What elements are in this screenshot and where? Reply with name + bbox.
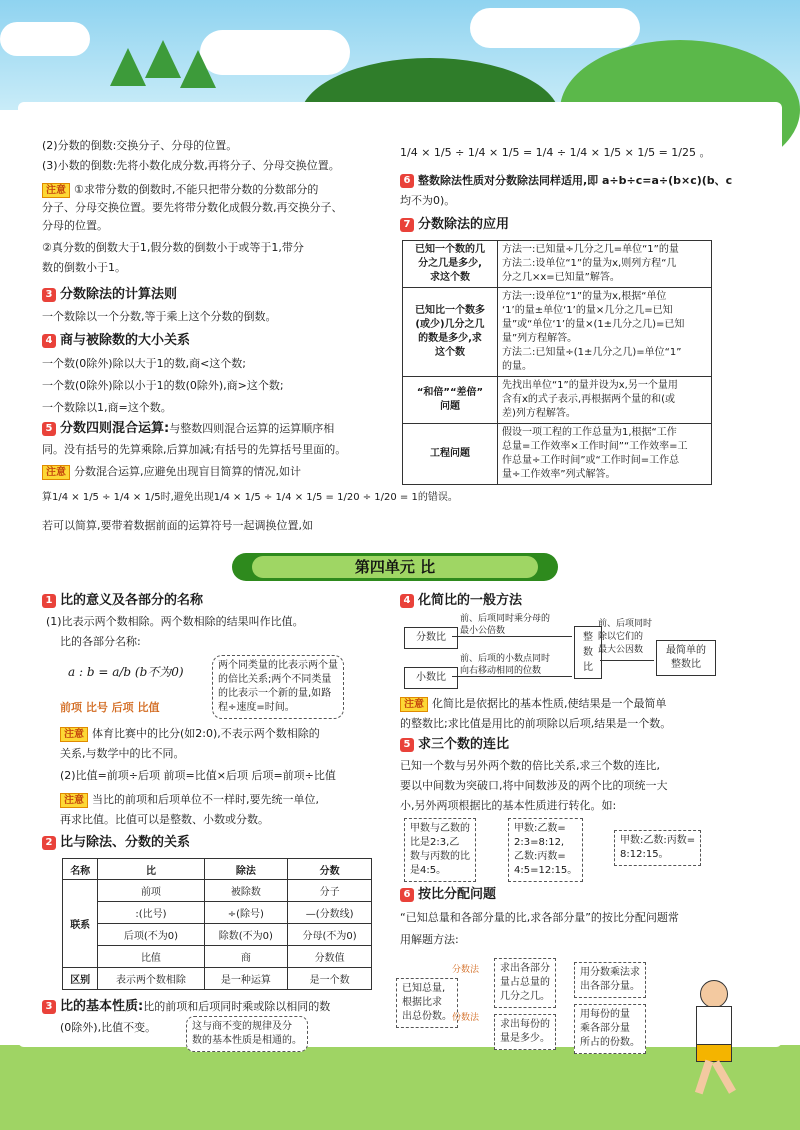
reciprocal-decimal: (3)小数的倒数:先将小数化成分数,再将分子、分母交换位置。 [42, 159, 340, 172]
box-line: 最简单的 [666, 645, 706, 656]
section-3-heading [42, 286, 177, 304]
u6-line2: 用解题方法: [400, 933, 459, 946]
note-reciprocal-1a [42, 182, 318, 198]
table-cell: 分数值 [288, 946, 372, 968]
box-line: 已知总量, [402, 983, 446, 994]
box-line: 乘各部分量 [580, 1023, 630, 1034]
section-number: 3 [42, 288, 56, 302]
section-title: 比与除法、分数的关系 [60, 835, 191, 850]
box-line: 量占总量的 [500, 977, 550, 988]
note-reciprocal-2b: 数的倒数小于1。 [42, 261, 126, 274]
section-title: 分数除法的应用 [418, 217, 510, 232]
cell-line: 方法二:设单位“1”的量为x,则列方程“几 [502, 258, 677, 269]
table-cell: 商 [204, 946, 288, 968]
u4-note-a [400, 696, 667, 712]
label-line: 分之几是多少, [418, 258, 482, 269]
callout-line: 程÷速度=时间。 [218, 702, 295, 713]
u4-heading [400, 592, 522, 610]
section-number: 6 [400, 888, 414, 902]
ratio-formula: a : b = a/b (b不为0) [68, 665, 184, 679]
table-cell: 分母(不为0) [288, 924, 372, 946]
box-line: 4:5=12:15。 [514, 865, 578, 876]
step-line: 除以它们的 [598, 632, 644, 642]
table-row-label [403, 424, 498, 485]
table-cell: 后项(不为0) [98, 924, 204, 946]
fraction-method-step1 [494, 958, 556, 1008]
arrow-icon [452, 676, 572, 677]
box-line: 几分之几。 [500, 991, 550, 1002]
section-7-heading [400, 216, 509, 234]
box-line: 8:12:15。 [620, 849, 669, 860]
step-line: 向右移动相同的位数 [460, 666, 542, 676]
table-header: 名称 [63, 859, 98, 880]
u6-heading [400, 886, 496, 904]
box-char: 比 [583, 662, 593, 673]
cell-line: 作总量÷工作时间”或“工作时间=工作总 [502, 455, 680, 466]
cell-line: 方法一:设单位“1”的量为x,根据“单位 [502, 291, 667, 302]
math-expression: 1/4 × 1/5 ÷ 1/4 × 1/5 = 1/20 ÷ 1/20 = 1 [213, 492, 418, 503]
section-4-heading [42, 332, 190, 350]
box-line: 根据比求 [402, 997, 442, 1008]
note-text: 的错误。 [417, 492, 458, 503]
label-line: 已知一个数的几 [415, 244, 485, 255]
cloud [0, 22, 90, 56]
u5-line3: 小,另外两项根据比的基本性质进行转化。如: [400, 799, 617, 812]
table-row-label: 联系 [63, 880, 98, 968]
step-line: 最小公倍数 [460, 626, 506, 636]
table-header: 除法 [204, 859, 288, 880]
note-badge: 注意 [400, 697, 428, 712]
section-title: 求三个数的连比 [418, 737, 510, 752]
table-row [403, 424, 712, 485]
continued-ratio-result [614, 830, 701, 866]
cell-line: 差)列方程解答。 [502, 408, 576, 419]
proportion-start-box [396, 978, 458, 1028]
note-badge: 注意 [60, 793, 88, 808]
label-line: 的数是多少,求 [418, 333, 482, 344]
cell-line: 总量=工作效率×工作时间”“工作效率=工 [502, 441, 688, 452]
section-5-note-c: 若可以简算,要带着数据前面的运算符号一起调换位置,如 [42, 519, 313, 532]
callout-line: 数的基本性质是相通的。 [192, 1035, 302, 1046]
section-4-line3: 一个数除以1,商=这个数。 [42, 401, 172, 414]
label-line: (或少)几分之几 [415, 319, 485, 330]
u6-line1: “已知总量和各部分量的比,求各部分量”的按比分配问题常 [400, 911, 679, 924]
section-title: 比的基本性质: [60, 999, 144, 1014]
box-line: 用分数乘法求 [580, 967, 640, 978]
cell-line: 先找出单位“1”的量并设为x,另一个量用 [502, 380, 678, 391]
u3-text-b: (0除外),比值不变。 [60, 1021, 157, 1034]
section-5-note-b [42, 490, 458, 506]
step-line: 前、后项同时 [598, 619, 653, 629]
table-row-label [403, 377, 498, 424]
u1-line3: (2)比值=前项÷后项 前项=比值×后项 后项=前项÷比值 [60, 769, 336, 782]
decimal-ratio-box: 小数比 [404, 667, 458, 689]
table-row-label [403, 241, 498, 288]
table-cell: ÷(除号) [204, 902, 288, 924]
tree-icon [180, 50, 216, 88]
step-line: 前、后项同时乘分母的 [460, 614, 551, 624]
table-cell [498, 241, 712, 288]
note-text: 算 [42, 492, 52, 503]
section-5-text-b: 同。没有括号的先算乘除,后算加减;有括号的先算括号里面的。 [42, 443, 347, 456]
section-number: 5 [400, 738, 414, 752]
box-line: 是4:5。 [410, 865, 447, 876]
u1-heading [42, 592, 203, 610]
u5-line2: 要以中间数为突破口,将中间数涉及的两个比的项统一大 [400, 779, 668, 792]
section-title: 分数除法的计算法则 [60, 287, 178, 302]
callout-line: 这与商不变的规律及分 [192, 1021, 292, 1032]
cell-line: 量÷工作效率”列式解答。 [502, 469, 616, 480]
section-title: 分数四则混合运算: [60, 421, 170, 436]
table-row-label: 区别 [63, 968, 98, 990]
note-badge: 注意 [42, 183, 70, 198]
callout-line: 的倍比关系;两个不同类量 [218, 674, 332, 685]
label-line: “和倍”“差倍” [416, 387, 484, 398]
u5-line1: 已知一个数与另外两个数的倍比关系,求三个数的连比, [400, 759, 660, 772]
table-row [403, 241, 712, 288]
table-header: 比 [98, 859, 204, 880]
note-badge: 注意 [60, 727, 88, 742]
fraction-method-step2 [574, 962, 646, 998]
label-line: 问题 [440, 401, 460, 412]
section-number: 5 [42, 422, 56, 436]
cell-line: 方法二:已知量÷(1±几分之几)=单位“1” [502, 347, 682, 358]
step-line: 前、后项的小数点同时 [460, 654, 551, 664]
box-line: 求出每份的 [500, 1019, 550, 1030]
note-text: ①求带分数的倒数时,不能只把带分数的分数部分的 [74, 183, 319, 196]
table-cell: 除数(不为0) [204, 924, 288, 946]
section-number: 7 [400, 218, 414, 232]
box-char: 整 [583, 632, 593, 643]
section-number: 2 [42, 836, 56, 850]
box-line: 甲数与乙数的 [410, 823, 470, 834]
math-expression: 1/4 × 1/5 ÷ 1/4 × 1/5 [52, 492, 161, 503]
unit-banner-title: 第四单元 比 [252, 556, 538, 578]
note-text: 体育比赛中的比分(如2:0),不表示两个数相除的 [92, 727, 320, 740]
box-line: 整数比 [671, 659, 701, 670]
note-reciprocal-1c: 分母的位置。 [42, 219, 108, 232]
note-text: 化简比是依据比的基本性质,使结果是一个最简单 [432, 697, 667, 710]
section-text: 整数除法性质对分数除法同样适用,即 a÷b÷c=a÷(b×c)(b、c [418, 174, 733, 187]
share-method-step1 [494, 1014, 556, 1050]
note-text: 当比的前项和后项单位不一样时,要先统一单位, [92, 793, 319, 806]
table-row [403, 377, 712, 424]
fraction-ratio-box: 分数比 [404, 627, 458, 649]
section-4-line2: 一个数(0除外)除以小于1的数(0除外),商>这个数; [42, 379, 284, 392]
callout-line: 两个同类量的比表示两个量 [218, 660, 338, 671]
cell-line: ‘1’的量±单位‘1’的量×几分之几=已知 [502, 305, 673, 316]
u3-heading [42, 998, 330, 1016]
table-cell: —(分数线) [288, 902, 372, 924]
section-title: 按比分配问题 [418, 887, 497, 902]
method-fraction-label: 分数法 [452, 965, 480, 975]
box-line: 求出各部分 [500, 963, 550, 974]
section-3-text: 一个数除以一个分数,等于乘上这个分数的倒数。 [42, 310, 277, 323]
box-line: 量是多少。 [500, 1033, 550, 1044]
tree-icon [145, 40, 181, 78]
cell-line: 量”列方程解答。 [502, 333, 578, 344]
cloud [200, 30, 350, 75]
continued-ratio-given [404, 818, 476, 882]
u1-line2: 比的各部分名称: [60, 635, 141, 648]
cloud [470, 8, 640, 48]
reciprocal-fraction: (2)分数的倒数:交换分子、分母的位置。 [42, 139, 238, 152]
table-header: 分数 [288, 859, 372, 880]
section-title: 商与被除数的大小关系 [60, 333, 191, 348]
table-row [403, 288, 712, 377]
section-title: 比的意义及各部分的名称 [60, 593, 204, 608]
table-cell: 被除数 [204, 880, 288, 902]
method-share-label: 份数法 [452, 1013, 480, 1023]
u1-note2-a [60, 792, 319, 808]
unit-banner [232, 553, 558, 581]
section-5-note-a [42, 464, 301, 480]
u1-line1: (1)比表示两个数相除。两个数相除的结果叫作比值。 [46, 615, 304, 628]
ratio-callout [212, 655, 344, 719]
table-cell: 是一种运算 [204, 968, 288, 990]
u2-heading [42, 834, 190, 852]
note-text: 时,避免出现 [160, 492, 214, 503]
u3-callout [186, 1016, 308, 1052]
fraction-step [460, 613, 550, 637]
table-cell: :(比号) [98, 902, 204, 924]
box-line: 所占的份数。 [580, 1037, 640, 1048]
section-4-line1: 一个数(0除外)除以大于1的数,商<这个数; [42, 357, 246, 370]
section-6-text-b: 均不为0)。 [400, 194, 456, 207]
arrow-icon [600, 660, 654, 661]
section-5-text-a: 与整数四则混合运算的运算顺序相 [169, 422, 335, 435]
share-method-step2 [574, 1004, 646, 1054]
runner-illustration [680, 980, 750, 1100]
u5-heading [400, 736, 509, 754]
u1-note1-b: 关系,与数学中的比不同。 [60, 747, 185, 760]
table-cell: 表示两个数相除 [98, 968, 204, 990]
section-number: 4 [42, 334, 56, 348]
section-number: 6 [400, 174, 414, 188]
cell-line: 假设一项工程的工作总量为1,根据“工作 [502, 427, 677, 438]
continued-ratio-step [508, 818, 583, 882]
cell-line: 的量。 [502, 361, 532, 372]
cell-line: 量”或“单位‘1’的量×(1±几分之几)=已知 [502, 319, 685, 330]
note-reciprocal-2a: ②真分数的倒数大于1,假分数的倒数小于或等于1,带分 [42, 241, 304, 254]
integer-step [598, 618, 652, 657]
label-line: 这个数 [435, 347, 465, 358]
u3-text-a: 比的前项和后项同时乘或除以相同的数 [143, 1000, 331, 1013]
arrow-icon [452, 636, 572, 637]
section-5-heading [42, 420, 334, 438]
table-cell: 是一个数 [288, 968, 372, 990]
box-char: 数 [583, 647, 593, 658]
simplify-example: 1/4 × 1/5 ÷ 1/4 × 1/5 = 1/4 ÷ 1/4 × 1/5 × 1/5 = 1/25 。 [400, 146, 711, 159]
u4-note-b: 的整数比;求比值是用比的前项除以后项,结果是一个数。 [400, 717, 672, 730]
box-line: 出总份数。 [402, 1011, 452, 1022]
table-cell [498, 377, 712, 424]
section-number: 4 [400, 594, 414, 608]
step-line: 最大公因数 [598, 645, 644, 655]
label-line: 求这个数 [430, 272, 470, 283]
table-cell: 比值 [98, 946, 204, 968]
section-6-heading [400, 172, 732, 190]
section-title: 化简比的一般方法 [418, 593, 523, 608]
cell-line: 含有x的式子表示,再根据两个量的和(或 [502, 394, 675, 405]
table-cell: 前项 [98, 880, 204, 902]
box-line: 比是2:3,乙 [410, 837, 460, 848]
cell-line: 方法一:已知量÷几分之几=单位“1”的量 [502, 244, 679, 255]
cell-line: 分之几×x=已知量”解答。 [502, 272, 620, 283]
table-row-label [403, 288, 498, 377]
u1-note2-b: 再求比值。比值可以是整数、小数或分数。 [60, 813, 269, 826]
box-line: 出各部分量。 [580, 981, 640, 992]
note-reciprocal-1b: 分子、分母交换位置。要先将带分数化成假分数,再交换分子、 [42, 201, 343, 214]
label-line: 已知比一个数多 [415, 305, 485, 316]
box-line: 乙数:丙数= [514, 851, 566, 862]
ratio-relation-table [62, 858, 372, 990]
section-number: 3 [42, 1000, 56, 1014]
table-cell: 分子 [288, 880, 372, 902]
section-number: 1 [42, 594, 56, 608]
table-cell [498, 288, 712, 377]
division-application-table [402, 240, 712, 485]
box-line: 数与丙数的比 [410, 851, 470, 862]
box-line: 甲数:乙数:丙数= [620, 835, 696, 846]
callout-line: 的比表示一个新的量,如路 [218, 688, 332, 699]
u1-note1-a [60, 726, 320, 742]
label-line: 工程问题 [430, 448, 470, 459]
table-cell [498, 424, 712, 485]
decimal-step [460, 653, 550, 677]
box-line: 用每份的量 [580, 1009, 630, 1020]
simplest-ratio-box [656, 640, 716, 676]
ratio-part-names: 前项 比号 后项 比值 [60, 701, 160, 714]
box-line: 甲数:乙数= [514, 823, 566, 834]
box-line: 2:3=8:12, [514, 837, 565, 848]
note-text: 分数混合运算,应避免出现盲目简算的情况,如计 [74, 465, 301, 478]
note-badge: 注意 [42, 465, 70, 480]
tree-icon [110, 48, 146, 86]
